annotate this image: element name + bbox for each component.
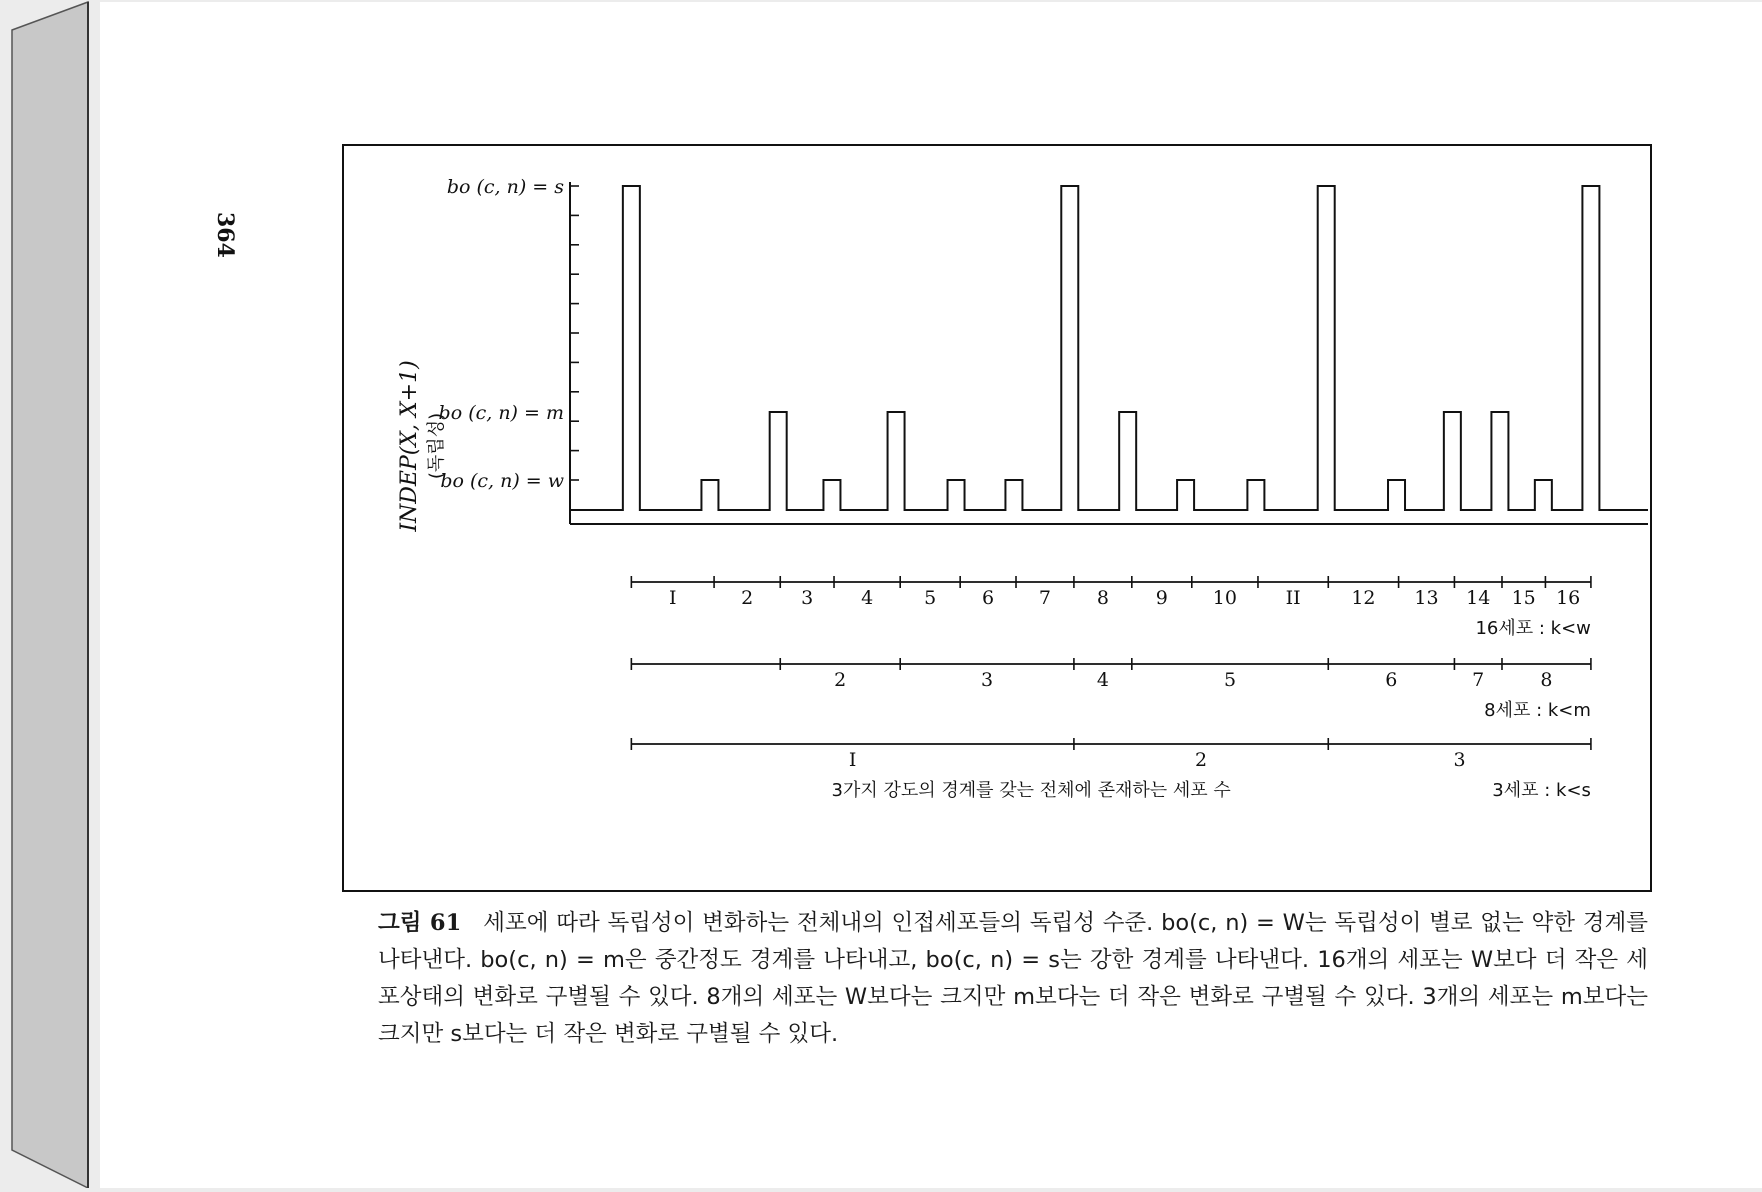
segment-row-3-label: 3 <box>1453 749 1466 771</box>
y-level-label-s: bo (c, n) = s <box>446 176 564 198</box>
segment-row-3-label: I <box>848 749 857 771</box>
page-number: 364 <box>212 212 238 258</box>
segment-row-1-label: 15 <box>1511 587 1536 609</box>
segment-row-1-label: 9 <box>1155 587 1168 609</box>
pulse-w-16 <box>1535 480 1552 510</box>
segment-row-2-label: 3 <box>981 669 994 691</box>
pulse-w-13 <box>1388 480 1405 510</box>
segment-row-1-label: II <box>1285 587 1301 609</box>
segment-row-1-label: 2 <box>741 587 754 609</box>
figure-caption-text: 세포에 따라 독립성이 변화하는 전체내의 인접세포들의 독립성 수준. bo(c, n) = W는 독립성이 별로 없는 약한 경계를 나타낸다. bo(c, n) = m은 중간정도 경계를 나타내고, bo(c, n) = s는 강한 경계를 나타낸다. 16개의 세포는 W보다 더 작은 세포상태의 변화로 구별될 수 있다. 8개의 세포는 W보다는 크지만 m보다는 더 작은 변화로 구별될 수 있다. 3개의 세포는 m보다는 크지만 s보다는 더 작은 변화로 구별될 수 있다. <box>378 910 1648 1047</box>
segment-row-2-label: 4 <box>1096 669 1109 691</box>
segment-row-2-label: 5 <box>1223 669 1237 691</box>
segment-row-1-label: 4 <box>861 587 874 609</box>
pulse-s-12 <box>1318 186 1335 510</box>
pulse-s-1 <box>623 186 640 510</box>
figure-label: 그림 61 <box>378 910 462 936</box>
y-axis-subtitle: (독립성) <box>426 412 447 480</box>
segment-row-2-caption: 8세포 : k<m <box>1484 700 1591 721</box>
pulse-w-11 <box>1247 480 1264 510</box>
pulse-m-9 <box>1119 412 1136 510</box>
pulse-m-3 <box>770 412 787 510</box>
segment-row-1-label: 6 <box>982 587 995 609</box>
independence-waveform <box>570 186 1648 510</box>
segment-row-3-caption: 3세포 : k<s <box>1492 780 1591 801</box>
y-level-label-m: bo (c, n) = m <box>438 402 564 424</box>
pulse-w-4 <box>823 480 840 510</box>
pulse-w-10 <box>1177 480 1194 510</box>
segment-row-2-label: 6 <box>1385 669 1398 691</box>
y-axis-title: INDEP(X, X+1) <box>397 360 422 532</box>
segment-row-1-label: 14 <box>1466 587 1491 609</box>
segment-row-3-label: 2 <box>1195 749 1208 771</box>
segment-row-1-label: 5 <box>924 587 937 609</box>
pulse-w-7 <box>1005 480 1022 510</box>
pulse-w-2 <box>701 480 718 510</box>
segment-row-1-label: 16 <box>1556 587 1581 609</box>
book-page-edge <box>0 0 100 1188</box>
pulse-m-15 <box>1491 412 1508 510</box>
segment-row-2-label: 7 <box>1472 669 1485 691</box>
segment-row-1-label: 7 <box>1038 587 1052 609</box>
segment-row-1-label: 3 <box>801 587 814 609</box>
pulse-s-17 <box>1582 186 1599 510</box>
segment-footnote: 3가지 강도의 경계를 갖는 전체에 존재하는 세포 수 <box>831 780 1231 801</box>
segment-row-1-label: 10 <box>1212 587 1237 609</box>
segment-row-1-label: 13 <box>1414 587 1439 609</box>
segment-row-1-label: 8 <box>1096 587 1109 609</box>
segment-row-1-label: 12 <box>1351 587 1376 609</box>
pulse-m-14 <box>1444 412 1461 510</box>
independence-chart <box>344 146 1650 890</box>
segment-row-1-label: I <box>668 587 677 609</box>
segment-row-2-label: 2 <box>834 669 847 691</box>
figure-caption <box>378 905 1648 1053</box>
pulse-m-5 <box>888 412 905 510</box>
pulse-s-8 <box>1061 186 1078 510</box>
segment-row-2-label: 8 <box>1540 669 1553 691</box>
pulse-w-6 <box>948 480 965 510</box>
figure-frame <box>342 144 1652 892</box>
segment-row-1-caption: 16세포 : k<w <box>1475 618 1591 639</box>
y-level-label-w: bo (c, n) = w <box>440 470 564 492</box>
